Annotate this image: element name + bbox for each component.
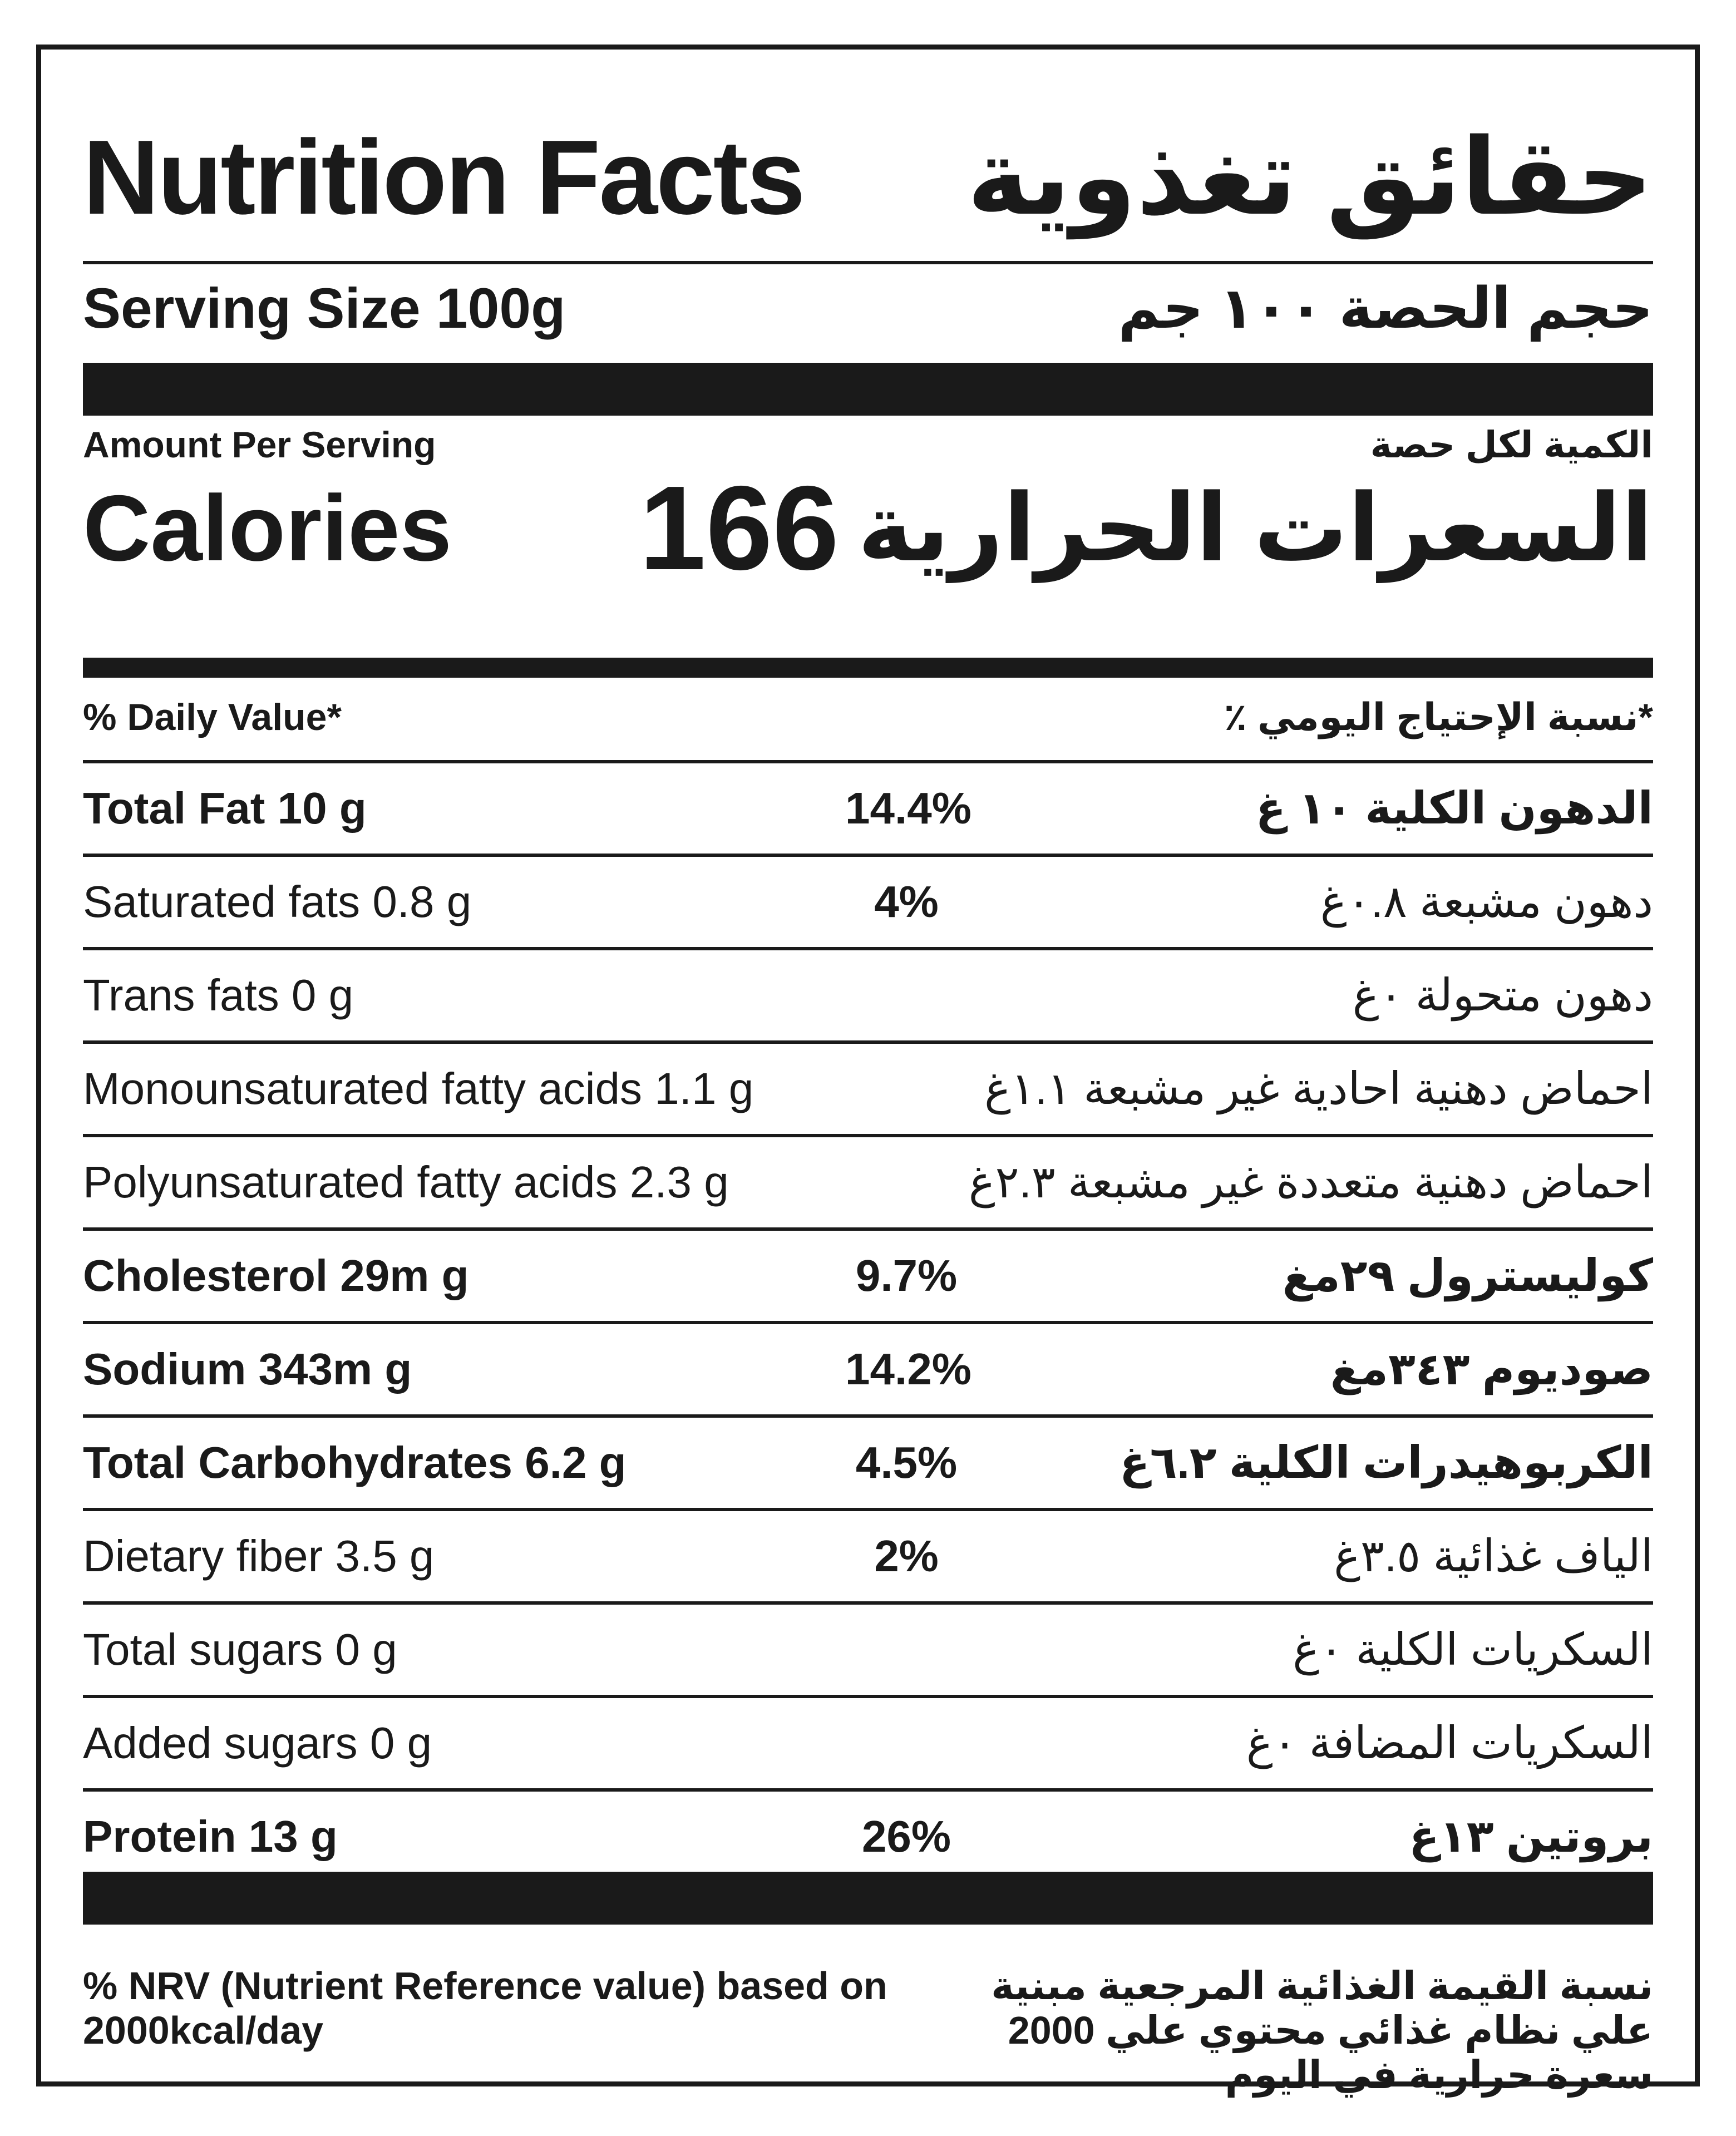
row-divider: [83, 1321, 1653, 1324]
nutrient-english: Total sugars 0 g: [83, 1625, 397, 1674]
label-content: [83, 50, 1653, 2096]
nutrient-english: Cholesterol 29m g: [83, 1251, 469, 1300]
title-row: [83, 119, 1653, 236]
nutrient-row: [83, 1696, 1653, 1790]
nutrient-percent: 26%: [861, 1812, 951, 1861]
nutrient-row: [83, 1790, 1653, 1883]
row-divider: [83, 1508, 1653, 1511]
serving-size-english: Serving Size 100g: [83, 277, 566, 340]
row-divider: [83, 1788, 1653, 1792]
nutrient-percent: 4.5%: [855, 1438, 958, 1487]
daily-value-arabic: *نسبة الإحتياج اليومي ٪: [1224, 696, 1653, 738]
nutrient-english: Sodium 343m g: [83, 1344, 412, 1394]
nutrient-english: Monounsaturated fatty acids 1.1 g: [83, 1064, 754, 1113]
calories-label-arabic: السعرات الحرارية: [857, 476, 1653, 580]
daily-value-english: % Daily Value*: [83, 696, 342, 738]
nutrient-arabic: دهون مشبعة ٠.٨غ: [1320, 877, 1653, 926]
nutrient-percent: 14.2%: [845, 1344, 971, 1394]
nutrient-english: Saturated fats 0.8 g: [83, 877, 472, 926]
nutrient-arabic: السكريات الكلية ٠غ: [1293, 1625, 1653, 1674]
thick-divider: [83, 363, 1653, 416]
nutrient-row: [83, 1229, 1653, 1323]
footer-note: [83, 1964, 1653, 2136]
nutrient-arabic: الدهون الكلية ١٠ غ: [1255, 783, 1653, 833]
nutrient-percent: 2%: [874, 1531, 939, 1581]
row-divider: [83, 947, 1653, 950]
calories-label-english: Calories: [83, 476, 452, 580]
row-divider: [83, 1227, 1653, 1231]
nutrient-arabic: احماض دهنية متعددة غير مشبعة ٢.٣غ: [968, 1157, 1653, 1207]
nutrient-row: [83, 949, 1653, 1042]
medium-divider: [83, 658, 1653, 678]
calories-value: 166: [639, 461, 839, 595]
nutrient-arabic: بروتين ١٣غ: [1409, 1812, 1653, 1861]
title-arabic: حقائق تغذوية: [966, 119, 1653, 236]
row-divider: [83, 760, 1653, 763]
nutrient-row: [83, 1323, 1653, 1416]
nutrient-percent: 4%: [874, 877, 939, 926]
amount-per-serving-arabic: الكمية لكل حصة: [1370, 424, 1653, 465]
nutrient-percent: 14.4%: [845, 783, 971, 833]
nutrient-row: [83, 1042, 1653, 1136]
daily-value-header: [83, 678, 1653, 756]
amount-per-serving-english: Amount Per Serving: [83, 424, 436, 465]
nutrient-arabic: الكربوهيدرات الكلية ٦.٢غ: [1119, 1438, 1653, 1487]
nutrient-row: [83, 855, 1653, 949]
nutrient-english: Polyunsaturated fatty acids 2.3 g: [83, 1157, 729, 1207]
serving-size-row: [83, 278, 1653, 339]
nutrient-arabic: الياف غذائية ٣.٥غ: [1334, 1531, 1653, 1581]
row-divider: [83, 854, 1653, 857]
nutrient-row: [83, 1509, 1653, 1603]
title-english: Nutrition Facts: [83, 119, 804, 236]
nutrient-english: Total Carbohydrates 6.2 g: [83, 1438, 627, 1487]
bottom-thick-divider: [83, 1872, 1653, 1925]
footer-arabic: نسبة القيمة الغذائية المرجعية مبنية علي نظام غذائي محتوي علي 2000 سعرة حرارية في اليوم: [991, 1964, 1653, 2096]
nutrient-row: [83, 762, 1653, 855]
nutrient-english: Added sugars 0 g: [83, 1718, 432, 1768]
nutrient-arabic: السكريات المضافة ٠غ: [1246, 1718, 1653, 1768]
row-divider: [83, 1040, 1653, 1044]
row-divider: [83, 1414, 1653, 1418]
nutrient-row: [83, 1136, 1653, 1229]
calories-row: [83, 461, 1653, 595]
nutrient-arabic: كوليسترول ٢٩مغ: [1282, 1251, 1653, 1300]
nutrient-percent: 9.7%: [855, 1251, 958, 1300]
divider: [83, 261, 1653, 264]
row-divider: [83, 1601, 1653, 1605]
row-divider: [83, 1134, 1653, 1137]
nutrient-english: Total Fat 10 g: [83, 783, 367, 833]
serving-size-arabic: حجم الحصة ١٠٠ جم: [1118, 277, 1653, 340]
nutrient-row: [83, 1416, 1653, 1509]
nutrient-arabic: دهون متحولة ٠غ: [1352, 970, 1653, 1020]
footer-english: % NRV (Nutrient Reference value) based on 2000kcal/day: [83, 1964, 887, 2052]
nutrition-facts-label: [36, 45, 1700, 2096]
nutrient-arabic: احماض دهنية احادية غير مشبعة ١.١غ: [984, 1064, 1653, 1113]
nutrient-arabic: صوديوم ٣٤٣مغ: [1330, 1344, 1653, 1394]
nutrient-english: Protein 13 g: [83, 1812, 338, 1861]
nutrient-row: [83, 1603, 1653, 1696]
nutrient-english: Dietary fiber 3.5 g: [83, 1531, 435, 1581]
amount-per-serving-row: [83, 422, 1653, 467]
nutrient-english: Trans fats 0 g: [83, 970, 354, 1020]
row-divider: [83, 1695, 1653, 1698]
